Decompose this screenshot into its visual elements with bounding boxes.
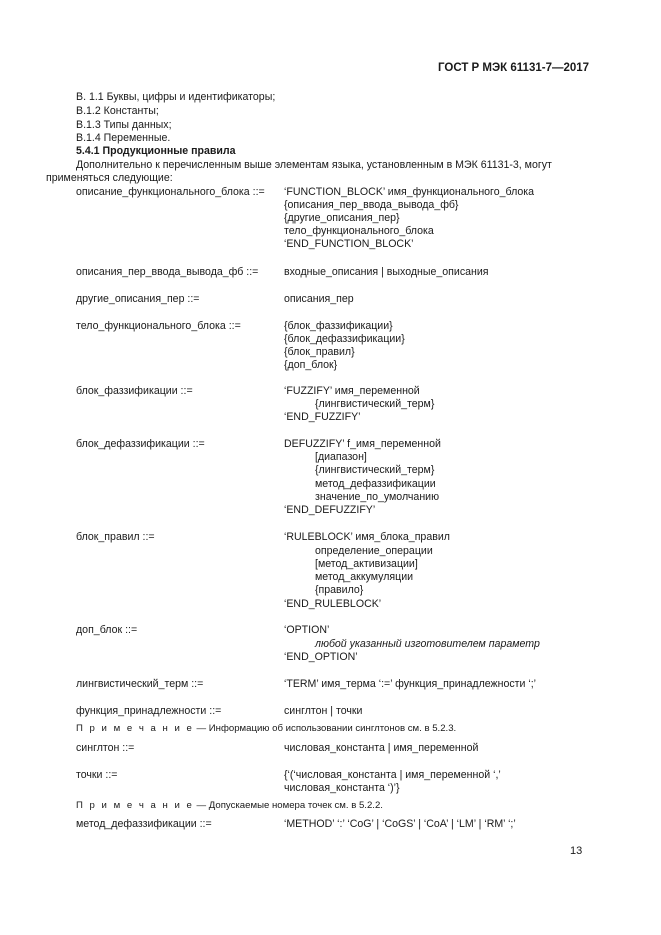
rule-rhs-other-desc: описания_пер — [284, 293, 354, 305]
rule-rhs-fb-desc-5: ‘END_FUNCTION_BLOCK’ — [284, 238, 414, 250]
rule-rhs-option-2: любой указанный изготовителем параметр — [315, 638, 540, 650]
rule-rhs-ruleblock-6: ‘END_RULEBLOCK’ — [284, 598, 382, 610]
section-title: 5.4.1 Продукционные правила — [76, 145, 236, 157]
toc-item-b13: B.1.3 Типы данных; — [76, 119, 172, 131]
rule-rhs-term: ‘TERM’ имя_терма ‘:=’ функция_принадлежности ‘;’ — [284, 678, 537, 690]
rule-lhs-fb-body: тело_функционального_блока ::= — [76, 320, 241, 332]
note-points — [76, 799, 383, 812]
rule-rhs-fb-body-3: {блок_правил} — [284, 346, 355, 358]
rule-rhs-defuzzify-6: ‘END_DEFUZZIFY’ — [284, 504, 376, 516]
rule-rhs-fb-desc-1: ‘FUNCTION_BLOCK’ имя_функционального_блока — [284, 186, 535, 198]
rule-rhs-fb-body-2: {блок_дефаззификации} — [284, 333, 405, 345]
rule-lhs-membership: функция_принадлежности ::= — [76, 705, 222, 717]
rule-rhs-defuzzify-2: [диапазон] — [315, 451, 367, 463]
rule-lhs-option: доп_блок ::= — [76, 624, 138, 636]
rule-lhs-fuzzify: блок_фаззификации ::= — [76, 385, 193, 397]
rule-rhs-points-1: {‘(‘числовая_константа | имя_переменной ‘,’ — [284, 769, 501, 781]
rule-rhs-points-2: числовая_константа ‘)’} — [284, 782, 400, 794]
rule-rhs-io-desc: входные_описания | выходные_описания — [284, 266, 489, 278]
rule-lhs-points: точки ::= — [76, 769, 118, 781]
rule-rhs-defuzzify-1: DEFUZZIFY’ f_имя_переменной — [284, 438, 441, 450]
rule-rhs-ruleblock-4: метод_аккумуляции — [315, 571, 414, 583]
intro-line-2: применяться следующие: — [46, 172, 173, 184]
rule-lhs-ruleblock: блок_правил ::= — [76, 531, 155, 543]
intro-line-1: Дополнительно к перечисленным выше элементам языка, установленным в МЭК 61131-3, могут — [76, 159, 552, 171]
toc-item-b12: B.1.2 Константы; — [76, 105, 159, 117]
rule-lhs-singleton: синглтон ::= — [76, 742, 135, 754]
rule-rhs-defuzzify-4: метод_дефаззификации — [315, 478, 436, 490]
rule-rhs-option-3: ‘END_OPTION’ — [284, 651, 358, 663]
note-singleton — [76, 722, 456, 735]
rule-lhs-io-desc: описания_пер_ввода_вывода_фб ::= — [76, 266, 259, 278]
rule-rhs-fb-desc-2: {описания_пер_ввода_вывода_фб} — [284, 199, 459, 211]
rule-rhs-defuzzify-3: {лингвистический_терм} — [315, 464, 435, 476]
rule-rhs-ruleblock-3: [метод_активизации] — [315, 558, 418, 570]
rule-rhs-defuzz-method: ‘METHOD’ ‘:’ ‘CoG’ | ‘CoGS’ | ‘CoA’ | ‘LM’ | ‘RM’ ‘;’ — [284, 818, 516, 830]
rule-rhs-fuzzify-1: ‘FUZZIFY’ имя_переменной — [284, 385, 420, 397]
note-label: П р и м е ч а н и е — [76, 800, 194, 811]
toc-item-b11: B. 1.1 Буквы, цифры и идентификаторы; — [76, 91, 276, 103]
rule-lhs-defuzz-method: метод_дефаззификации ::= — [76, 818, 212, 830]
rule-lhs-defuzzify: блок_дефаззификации ::= — [76, 438, 205, 450]
document-header: ГОСТ Р МЭК 61131-7—2017 — [438, 62, 590, 74]
rule-rhs-option-1: ‘OPTION’ — [284, 624, 330, 636]
rule-rhs-fb-body-4: {доп_блок} — [284, 359, 338, 371]
toc-item-b14: B.1.4 Переменные. — [76, 132, 171, 144]
rule-rhs-fb-desc-3: {другие_описания_пер} — [284, 212, 400, 224]
rule-rhs-ruleblock-5: {правило} — [315, 584, 364, 596]
rule-rhs-fuzzify-3: ‘END_FUZZIFY’ — [284, 411, 361, 423]
rule-rhs-fb-body-1: {блок_фаззификации} — [284, 320, 393, 332]
rule-rhs-singleton: числовая_константа | имя_переменной — [284, 742, 479, 754]
rule-lhs-other-desc: другие_описания_пер ::= — [76, 293, 200, 305]
rule-lhs-fb-desc: описание_функционального_блока ::= — [76, 186, 265, 198]
note-text: — Допускаемые номера точек см. в 5.2.2. — [193, 800, 383, 811]
page-number: 13 — [570, 845, 583, 857]
rule-rhs-ruleblock-2: определение_операции — [315, 545, 433, 557]
note-text: — Информацию об использовании синглтонов см. в 5.2.3. — [193, 723, 457, 734]
rule-rhs-defuzzify-5: значение_по_умолчанию — [315, 491, 440, 503]
rule-rhs-fb-desc-4: тело_функционального_блока — [284, 225, 434, 237]
note-label: П р и м е ч а н и е — [76, 723, 194, 734]
rule-rhs-membership: синглтон | точки — [284, 705, 363, 717]
rule-lhs-term: лингвистический_терм ::= — [76, 678, 204, 690]
rule-rhs-ruleblock-1: ‘RULEBLOCK’ имя_блока_правил — [284, 531, 450, 543]
rule-rhs-fuzzify-2: {лингвистический_терм} — [315, 398, 435, 410]
